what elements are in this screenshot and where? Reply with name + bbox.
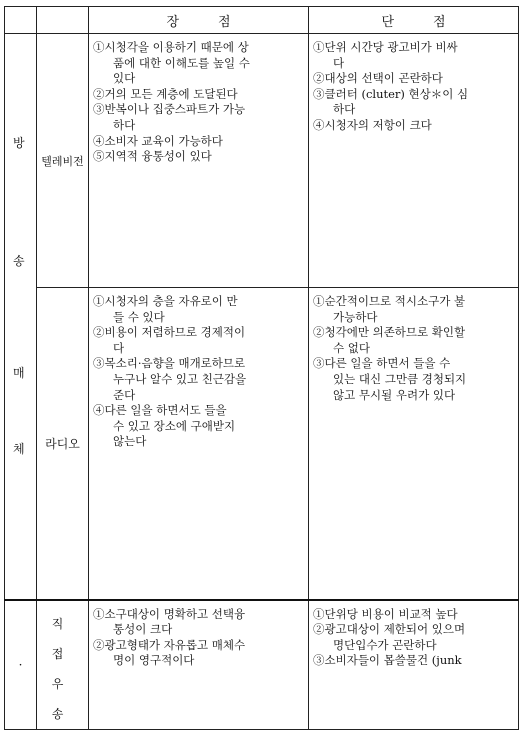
radio-demerits xyxy=(309,288,519,600)
direct-mail-side-mark: · xyxy=(5,600,37,730)
header-demerits: 단 점 xyxy=(309,7,519,34)
radio-merits xyxy=(89,288,309,600)
tv-merit-3: ③반복이나 집중스파트가 가능 하다 xyxy=(93,102,246,132)
header-row xyxy=(5,7,519,34)
radio-row xyxy=(5,288,519,600)
radio-demerit-3: ③다른 일을 하면서 들을 수 있는 대신 그만큼 경청되지 않고 무시될 우려가 있다 xyxy=(313,356,467,402)
radio-merit-2: ②비용이 저렴하므로 경제적이 다 xyxy=(93,325,246,355)
tv-merit-1: ①시청각을 이용하기 때문에 상 품에 대한 이해도를 높일 수 있다 xyxy=(93,40,250,86)
tv-demerit-2: ②대상의 선택이 곤란하다 xyxy=(313,71,443,86)
broadcast-media-label xyxy=(5,34,37,600)
radio-merit-1: ①시청자의 층을 자유로이 만 들 수 있다 xyxy=(93,294,238,324)
tv-merit-4: ④소비자 교육이 가능하다 xyxy=(93,133,223,148)
direct-mail-label-line1: 직 접 xyxy=(51,616,74,661)
broadcast-char-4: 체 xyxy=(13,442,25,456)
direct-mail-label xyxy=(37,600,89,730)
tv-demerit-3: ③클러터 (cluter) 현상＊이 심 하다 xyxy=(313,86,469,117)
tv-label: 텔레비전 xyxy=(37,34,89,288)
tv-merits xyxy=(89,34,309,288)
direct-mail-demerit-3: ③소비자들이 몹쓸물건 (junk xyxy=(313,653,462,668)
tv-demerit-4: ④시청자의 저항이 크다 xyxy=(313,117,432,132)
broadcast-char-3: 매 xyxy=(13,366,25,380)
header-merits: 장 점 xyxy=(89,7,309,34)
tv-demerits xyxy=(309,34,519,288)
media-comparison-table xyxy=(4,6,519,730)
broadcast-char-2: 송 xyxy=(13,254,25,268)
direct-mail-merit-1: ①소구대상이 명확하고 선택융 통성이 크다 xyxy=(93,606,246,637)
radio-merit-4: ④다른 일을 하면서도 들을 수 있고 장소에 구애받지 않는다 xyxy=(93,403,236,449)
radio-label: 라디오 xyxy=(37,288,89,600)
direct-mail-demerit-2: ②광고대상이 제한되어 있으며 명단입수가 곤란하다 xyxy=(313,622,466,652)
direct-mail-merits xyxy=(89,600,309,730)
broadcast-char-1: 방 xyxy=(13,136,25,150)
direct-mail-demerits xyxy=(309,600,519,730)
tv-row xyxy=(5,34,519,288)
header-blank-2 xyxy=(37,7,89,34)
radio-merit-3: ③목소리·음향을 매개로하므로 누구나 알수 있고 친근감을 준다 xyxy=(93,356,247,402)
direct-mail-merit-2: ②광고형태가 자유롭고 매체수 명이 영구적이다 xyxy=(93,637,246,668)
tv-demerit-1: ①단위 시간당 광고비가 비싸 다 xyxy=(313,40,458,70)
direct-mail-demerit-1: ①단위당 비용이 비교적 높다 xyxy=(313,606,458,621)
tv-merit-2: ②거의 모든 계층에 도달된다 xyxy=(93,86,238,101)
radio-demerit-2: ②청각에만 의존하므로 확인할 수 없다 xyxy=(313,325,466,355)
tv-merit-5: ⑤지역적 융통성이 있다 xyxy=(93,149,212,164)
radio-demerit-1: ①순간적이므로 적시소구가 불 가능하다 xyxy=(313,294,466,324)
header-blank-1 xyxy=(5,7,37,34)
direct-mail-row xyxy=(5,600,519,730)
direct-mail-label-line2: 우 송 xyxy=(51,676,74,721)
